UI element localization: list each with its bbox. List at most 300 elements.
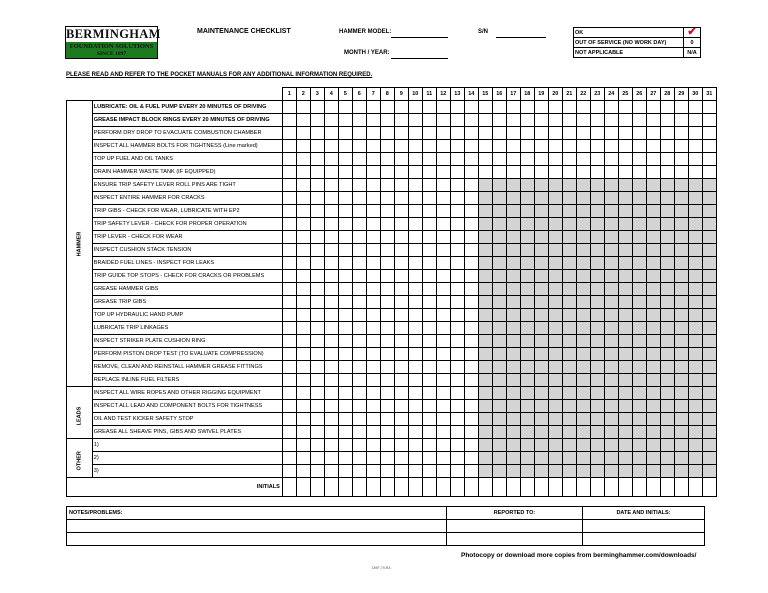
check-cell[interactable] (506, 387, 520, 400)
check-cell[interactable] (702, 400, 716, 413)
check-cell[interactable] (548, 231, 562, 244)
check-cell[interactable] (618, 309, 632, 322)
check-cell[interactable] (408, 101, 422, 114)
check-cell[interactable] (366, 387, 380, 400)
check-cell[interactable] (296, 114, 310, 127)
check-cell[interactable] (562, 348, 576, 361)
check-cell[interactable] (366, 452, 380, 465)
check-cell[interactable] (464, 127, 478, 140)
check-cell[interactable] (352, 309, 366, 322)
check-cell[interactable] (408, 439, 422, 452)
check-cell[interactable] (478, 296, 492, 309)
check-cell[interactable] (674, 192, 688, 205)
check-cell[interactable] (632, 309, 646, 322)
check-cell[interactable] (646, 166, 660, 179)
check-cell[interactable] (492, 127, 506, 140)
check-cell[interactable] (688, 400, 702, 413)
check-cell[interactable] (534, 400, 548, 413)
check-cell[interactable] (450, 114, 464, 127)
check-cell[interactable] (436, 218, 450, 231)
check-cell[interactable] (618, 192, 632, 205)
check-cell[interactable] (688, 465, 702, 478)
check-cell[interactable] (310, 179, 324, 192)
check-cell[interactable] (338, 426, 352, 439)
check-cell[interactable] (534, 387, 548, 400)
check-cell[interactable] (338, 387, 352, 400)
check-cell[interactable] (688, 322, 702, 335)
check-cell[interactable] (702, 296, 716, 309)
check-cell[interactable] (296, 244, 310, 257)
check-cell[interactable] (702, 101, 716, 114)
check-cell[interactable] (548, 153, 562, 166)
check-cell[interactable] (590, 140, 604, 153)
check-cell[interactable] (534, 192, 548, 205)
check-cell[interactable] (492, 387, 506, 400)
check-cell[interactable] (464, 244, 478, 257)
check-cell[interactable] (702, 465, 716, 478)
check-cell[interactable] (590, 452, 604, 465)
check-cell[interactable] (604, 153, 618, 166)
check-cell[interactable] (408, 413, 422, 426)
check-cell[interactable] (562, 257, 576, 270)
sn-field[interactable] (496, 37, 546, 38)
check-cell[interactable] (366, 231, 380, 244)
check-cell[interactable] (562, 413, 576, 426)
check-cell[interactable] (338, 348, 352, 361)
check-cell[interactable] (450, 244, 464, 257)
check-cell[interactable] (702, 426, 716, 439)
check-cell[interactable] (436, 192, 450, 205)
check-cell[interactable] (296, 335, 310, 348)
check-cell[interactable] (310, 205, 324, 218)
check-cell[interactable] (464, 452, 478, 465)
check-cell[interactable] (464, 257, 478, 270)
check-cell[interactable] (338, 322, 352, 335)
check-cell[interactable] (422, 400, 436, 413)
check-cell[interactable] (632, 361, 646, 374)
check-cell[interactable] (282, 205, 296, 218)
check-cell[interactable] (282, 140, 296, 153)
check-cell[interactable] (548, 244, 562, 257)
check-cell[interactable] (324, 361, 338, 374)
check-cell[interactable] (646, 413, 660, 426)
check-cell[interactable] (646, 179, 660, 192)
check-cell[interactable] (506, 296, 520, 309)
check-cell[interactable] (296, 101, 310, 114)
initials-cell[interactable] (590, 478, 604, 497)
check-cell[interactable] (380, 166, 394, 179)
check-cell[interactable] (436, 426, 450, 439)
check-cell[interactable] (534, 270, 548, 283)
check-cell[interactable] (296, 270, 310, 283)
check-cell[interactable] (324, 374, 338, 387)
initials-cell[interactable] (632, 478, 646, 497)
check-cell[interactable] (296, 218, 310, 231)
check-cell[interactable] (660, 101, 674, 114)
check-cell[interactable] (604, 374, 618, 387)
check-cell[interactable] (674, 439, 688, 452)
check-cell[interactable] (366, 439, 380, 452)
check-cell[interactable] (408, 426, 422, 439)
check-cell[interactable] (450, 283, 464, 296)
check-cell[interactable] (576, 231, 590, 244)
check-cell[interactable] (520, 153, 534, 166)
check-cell[interactable] (492, 439, 506, 452)
check-cell[interactable] (520, 426, 534, 439)
check-cell[interactable] (324, 140, 338, 153)
check-cell[interactable] (436, 244, 450, 257)
check-cell[interactable] (310, 244, 324, 257)
check-cell[interactable] (688, 101, 702, 114)
check-cell[interactable] (660, 296, 674, 309)
check-cell[interactable] (492, 400, 506, 413)
check-cell[interactable] (688, 257, 702, 270)
check-cell[interactable] (520, 244, 534, 257)
check-cell[interactable] (310, 348, 324, 361)
check-cell[interactable] (380, 439, 394, 452)
check-cell[interactable] (380, 348, 394, 361)
check-cell[interactable] (562, 322, 576, 335)
check-cell[interactable] (576, 439, 590, 452)
check-cell[interactable] (422, 257, 436, 270)
check-cell[interactable] (660, 140, 674, 153)
check-cell[interactable] (562, 283, 576, 296)
check-cell[interactable] (660, 127, 674, 140)
check-cell[interactable] (380, 361, 394, 374)
check-cell[interactable] (380, 257, 394, 270)
check-cell[interactable] (506, 361, 520, 374)
check-cell[interactable] (366, 465, 380, 478)
check-cell[interactable] (380, 231, 394, 244)
check-cell[interactable] (604, 439, 618, 452)
check-cell[interactable] (674, 465, 688, 478)
check-cell[interactable] (282, 192, 296, 205)
check-cell[interactable] (352, 387, 366, 400)
check-cell[interactable] (324, 296, 338, 309)
check-cell[interactable] (674, 101, 688, 114)
check-cell[interactable] (646, 257, 660, 270)
check-cell[interactable] (436, 153, 450, 166)
check-cell[interactable] (506, 322, 520, 335)
check-cell[interactable] (324, 114, 338, 127)
check-cell[interactable] (604, 387, 618, 400)
check-cell[interactable] (632, 400, 646, 413)
check-cell[interactable] (324, 218, 338, 231)
check-cell[interactable] (702, 179, 716, 192)
check-cell[interactable] (366, 361, 380, 374)
check-cell[interactable] (632, 413, 646, 426)
check-cell[interactable] (590, 101, 604, 114)
check-cell[interactable] (660, 257, 674, 270)
check-cell[interactable] (464, 322, 478, 335)
check-cell[interactable] (702, 439, 716, 452)
check-cell[interactable] (422, 413, 436, 426)
check-cell[interactable] (408, 452, 422, 465)
check-cell[interactable] (450, 179, 464, 192)
check-cell[interactable] (422, 439, 436, 452)
check-cell[interactable] (688, 127, 702, 140)
check-cell[interactable] (660, 166, 674, 179)
check-cell[interactable] (562, 439, 576, 452)
check-cell[interactable] (380, 413, 394, 426)
check-cell[interactable] (660, 244, 674, 257)
check-cell[interactable] (604, 231, 618, 244)
check-cell[interactable] (324, 452, 338, 465)
check-cell[interactable] (632, 257, 646, 270)
check-cell[interactable] (632, 231, 646, 244)
check-cell[interactable] (632, 114, 646, 127)
check-cell[interactable] (562, 465, 576, 478)
check-cell[interactable] (632, 465, 646, 478)
check-cell[interactable] (380, 192, 394, 205)
check-cell[interactable] (394, 400, 408, 413)
check-cell[interactable] (534, 153, 548, 166)
check-cell[interactable] (562, 244, 576, 257)
check-cell[interactable] (478, 322, 492, 335)
check-cell[interactable] (450, 452, 464, 465)
check-cell[interactable] (646, 127, 660, 140)
check-cell[interactable] (702, 257, 716, 270)
check-cell[interactable] (464, 231, 478, 244)
check-cell[interactable] (590, 192, 604, 205)
check-cell[interactable] (520, 452, 534, 465)
check-cell[interactable] (324, 257, 338, 270)
check-cell[interactable] (562, 452, 576, 465)
check-cell[interactable] (422, 387, 436, 400)
check-cell[interactable] (674, 296, 688, 309)
check-cell[interactable] (492, 426, 506, 439)
check-cell[interactable] (394, 257, 408, 270)
check-cell[interactable] (534, 426, 548, 439)
check-cell[interactable] (548, 335, 562, 348)
check-cell[interactable] (450, 231, 464, 244)
check-cell[interactable] (338, 400, 352, 413)
check-cell[interactable] (394, 244, 408, 257)
check-cell[interactable] (646, 400, 660, 413)
check-cell[interactable] (590, 205, 604, 218)
check-cell[interactable] (548, 140, 562, 153)
check-cell[interactable] (310, 270, 324, 283)
check-cell[interactable] (562, 400, 576, 413)
check-cell[interactable] (674, 166, 688, 179)
check-cell[interactable] (324, 309, 338, 322)
check-cell[interactable] (296, 400, 310, 413)
check-cell[interactable] (660, 361, 674, 374)
check-cell[interactable] (604, 166, 618, 179)
check-cell[interactable] (296, 439, 310, 452)
check-cell[interactable] (674, 400, 688, 413)
check-cell[interactable] (338, 218, 352, 231)
check-cell[interactable] (492, 296, 506, 309)
check-cell[interactable] (590, 439, 604, 452)
check-cell[interactable] (562, 309, 576, 322)
check-cell[interactable] (520, 140, 534, 153)
check-cell[interactable] (576, 218, 590, 231)
check-cell[interactable] (506, 179, 520, 192)
check-cell[interactable] (478, 465, 492, 478)
check-cell[interactable] (646, 309, 660, 322)
check-cell[interactable] (380, 244, 394, 257)
check-cell[interactable] (282, 231, 296, 244)
date-initials-field[interactable] (583, 533, 705, 546)
check-cell[interactable] (450, 192, 464, 205)
check-cell[interactable] (506, 218, 520, 231)
check-cell[interactable] (618, 348, 632, 361)
initials-cell[interactable] (506, 478, 520, 497)
check-cell[interactable] (576, 205, 590, 218)
check-cell[interactable] (506, 127, 520, 140)
check-cell[interactable] (646, 348, 660, 361)
check-cell[interactable] (352, 192, 366, 205)
check-cell[interactable] (450, 270, 464, 283)
check-cell[interactable] (702, 153, 716, 166)
check-cell[interactable] (576, 101, 590, 114)
check-cell[interactable] (548, 374, 562, 387)
check-cell[interactable] (478, 257, 492, 270)
check-cell[interactable] (310, 257, 324, 270)
initials-cell[interactable] (338, 478, 352, 497)
check-cell[interactable] (702, 335, 716, 348)
check-cell[interactable] (660, 192, 674, 205)
check-cell[interactable] (338, 179, 352, 192)
check-cell[interactable] (408, 244, 422, 257)
check-cell[interactable] (366, 348, 380, 361)
check-cell[interactable] (310, 322, 324, 335)
check-cell[interactable] (590, 153, 604, 166)
check-cell[interactable] (296, 140, 310, 153)
check-cell[interactable] (702, 218, 716, 231)
check-cell[interactable] (366, 166, 380, 179)
check-cell[interactable] (366, 140, 380, 153)
check-cell[interactable] (436, 179, 450, 192)
check-cell[interactable] (422, 140, 436, 153)
check-cell[interactable] (506, 439, 520, 452)
check-cell[interactable] (408, 400, 422, 413)
check-cell[interactable] (590, 348, 604, 361)
check-cell[interactable] (422, 309, 436, 322)
check-cell[interactable] (688, 153, 702, 166)
check-cell[interactable] (576, 387, 590, 400)
check-cell[interactable] (324, 465, 338, 478)
check-cell[interactable] (338, 192, 352, 205)
check-cell[interactable] (590, 231, 604, 244)
check-cell[interactable] (548, 257, 562, 270)
check-cell[interactable] (408, 166, 422, 179)
check-cell[interactable] (576, 452, 590, 465)
check-cell[interactable] (548, 179, 562, 192)
check-cell[interactable] (394, 296, 408, 309)
initials-cell[interactable] (422, 478, 436, 497)
check-cell[interactable] (520, 335, 534, 348)
check-cell[interactable] (422, 244, 436, 257)
check-cell[interactable] (366, 218, 380, 231)
check-cell[interactable] (688, 205, 702, 218)
check-cell[interactable] (660, 413, 674, 426)
check-cell[interactable] (590, 387, 604, 400)
check-cell[interactable] (590, 296, 604, 309)
check-cell[interactable] (394, 452, 408, 465)
check-cell[interactable] (674, 270, 688, 283)
check-cell[interactable] (380, 270, 394, 283)
check-cell[interactable] (478, 231, 492, 244)
check-cell[interactable] (660, 114, 674, 127)
check-cell[interactable] (296, 296, 310, 309)
check-cell[interactable] (548, 309, 562, 322)
check-cell[interactable] (478, 361, 492, 374)
check-cell[interactable] (506, 309, 520, 322)
check-cell[interactable] (450, 322, 464, 335)
check-cell[interactable] (408, 374, 422, 387)
check-cell[interactable] (310, 296, 324, 309)
check-cell[interactable] (310, 361, 324, 374)
check-cell[interactable] (296, 387, 310, 400)
check-cell[interactable] (324, 387, 338, 400)
check-cell[interactable] (604, 127, 618, 140)
check-cell[interactable] (688, 166, 702, 179)
check-cell[interactable] (674, 361, 688, 374)
check-cell[interactable] (576, 270, 590, 283)
check-cell[interactable] (688, 296, 702, 309)
check-cell[interactable] (478, 387, 492, 400)
check-cell[interactable] (380, 309, 394, 322)
initials-cell[interactable] (520, 478, 534, 497)
check-cell[interactable] (632, 140, 646, 153)
check-cell[interactable] (422, 348, 436, 361)
check-cell[interactable] (282, 218, 296, 231)
check-cell[interactable] (492, 270, 506, 283)
check-cell[interactable] (366, 153, 380, 166)
check-cell[interactable] (296, 127, 310, 140)
check-cell[interactable] (338, 439, 352, 452)
check-cell[interactable] (380, 400, 394, 413)
check-cell[interactable] (506, 114, 520, 127)
check-cell[interactable] (324, 283, 338, 296)
check-cell[interactable] (450, 400, 464, 413)
check-cell[interactable] (478, 348, 492, 361)
check-cell[interactable] (450, 439, 464, 452)
check-cell[interactable] (492, 335, 506, 348)
check-cell[interactable] (702, 413, 716, 426)
check-cell[interactable] (422, 166, 436, 179)
check-cell[interactable] (506, 231, 520, 244)
check-cell[interactable] (618, 465, 632, 478)
check-cell[interactable] (688, 244, 702, 257)
check-cell[interactable] (562, 361, 576, 374)
check-cell[interactable] (296, 231, 310, 244)
check-cell[interactable] (366, 127, 380, 140)
check-cell[interactable] (520, 192, 534, 205)
check-cell[interactable] (492, 205, 506, 218)
check-cell[interactable] (338, 374, 352, 387)
check-cell[interactable] (604, 205, 618, 218)
check-cell[interactable] (310, 153, 324, 166)
initials-cell[interactable] (618, 478, 632, 497)
check-cell[interactable] (590, 361, 604, 374)
check-cell[interactable] (436, 348, 450, 361)
check-cell[interactable] (548, 166, 562, 179)
check-cell[interactable] (674, 322, 688, 335)
check-cell[interactable] (352, 361, 366, 374)
check-cell[interactable] (590, 179, 604, 192)
check-cell[interactable] (282, 374, 296, 387)
check-cell[interactable] (506, 101, 520, 114)
check-cell[interactable] (646, 244, 660, 257)
check-cell[interactable] (478, 452, 492, 465)
check-cell[interactable] (408, 465, 422, 478)
initials-cell[interactable] (660, 478, 674, 497)
check-cell[interactable] (324, 166, 338, 179)
check-cell[interactable] (492, 361, 506, 374)
